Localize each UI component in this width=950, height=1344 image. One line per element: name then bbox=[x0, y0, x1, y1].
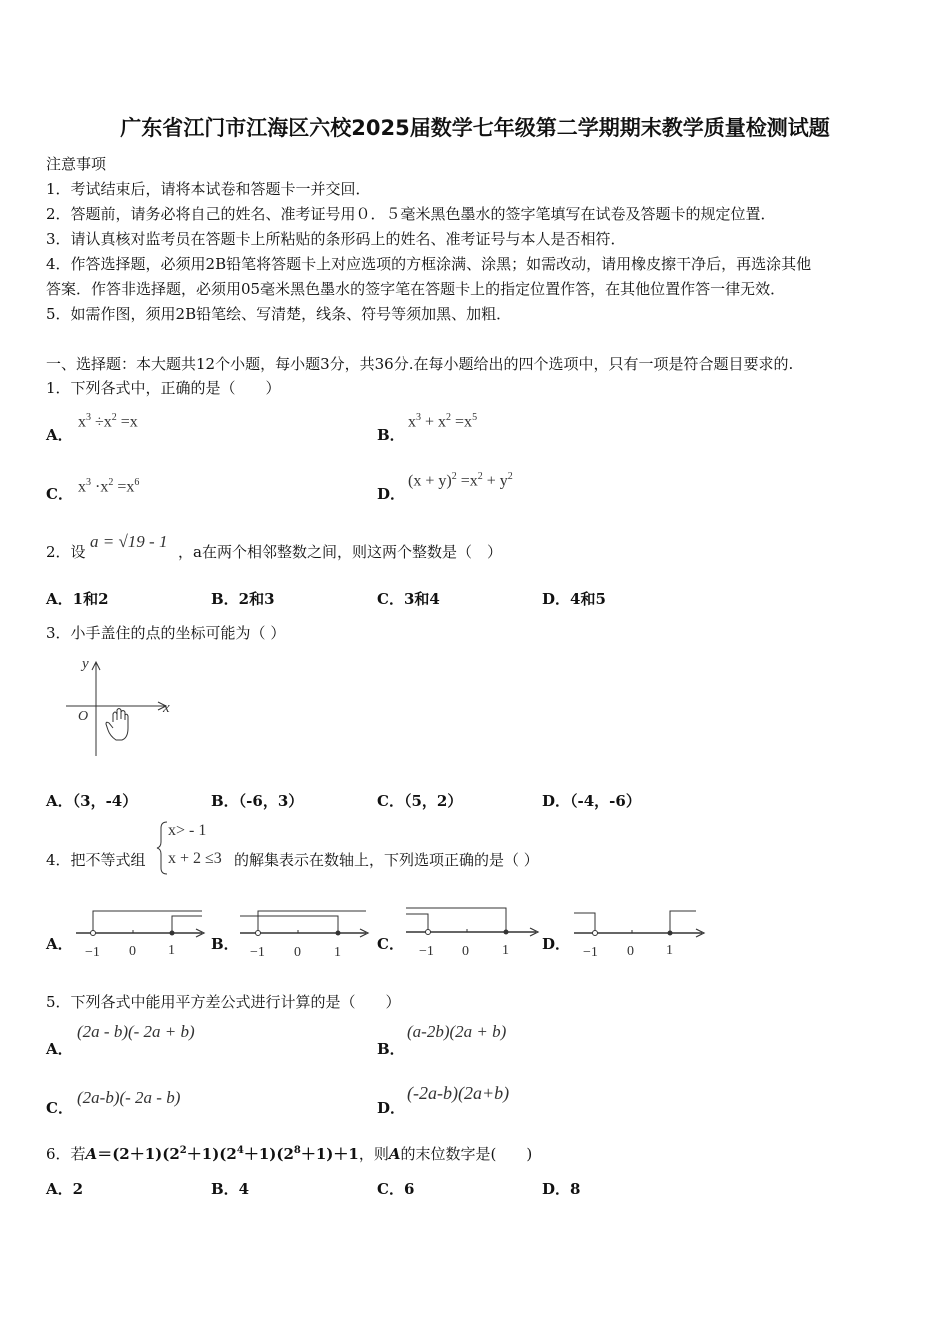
tick-label: 0 bbox=[462, 944, 469, 959]
inequality-1: x> - 1 bbox=[168, 822, 207, 839]
question-3-stem: 3．小手盖住的点的坐标可能为（ ） bbox=[46, 624, 286, 642]
option-b: B．4 bbox=[211, 1180, 250, 1198]
option-a: A．2 bbox=[46, 1180, 84, 1198]
inequality-2: x + 2 ≤3 bbox=[168, 850, 222, 867]
question-6-stem: 6．若$A=(2+1)(2^2+1)(2^4+1)(2^8+1)+1$，则A的末位数字是( ) bbox=[46, 1145, 533, 1163]
option-c-label: C． bbox=[46, 485, 73, 503]
system-brace bbox=[155, 820, 169, 876]
tick-label: −1 bbox=[250, 945, 265, 960]
tick-label: 1 bbox=[168, 943, 175, 958]
q5-option-d-math: (-2a-b)(2a+b) bbox=[407, 1083, 510, 1103]
option-c-label: C． bbox=[377, 935, 404, 953]
hand-icon bbox=[106, 709, 128, 741]
origin-label: O bbox=[78, 709, 89, 724]
notice-item: 1．考试结束后，请将本试卷和答题卡一并交回． bbox=[46, 180, 371, 198]
option-a: A．1和2 bbox=[46, 590, 109, 608]
x-axis-label: x bbox=[163, 700, 170, 716]
option-b-label: B． bbox=[377, 1040, 405, 1058]
tick-label: −1 bbox=[419, 944, 434, 959]
option-a: A．（3，-4） bbox=[46, 792, 138, 810]
question-1-stem: 1．下列各式中，正确的是（ ） bbox=[46, 379, 281, 397]
option-d-label: D． bbox=[542, 935, 571, 953]
option-d-label: D． bbox=[377, 1099, 406, 1117]
question-4-stem: 的解集表示在数轴上，下列选项正确的是（ ） bbox=[234, 851, 539, 869]
q1-option-c-math: $x^3 \cdot x^2 =x^6$ bbox=[78, 477, 140, 496]
page-title: 广东省江门市江海区六校2025届数学七年级第二学期期末教学质量检测试题 bbox=[120, 116, 830, 140]
option-d: D．（-4，-6） bbox=[542, 792, 641, 810]
tick-label: 1 bbox=[334, 945, 341, 960]
question-6-number: 6．若 bbox=[46, 1145, 86, 1163]
notice-item: 5．如需作图，须用2B铅笔绘、写清楚，线条、符号等须加黑、加粗． bbox=[46, 305, 512, 323]
option-c: C．3和4 bbox=[377, 590, 440, 608]
q2-expression: a = √19 - 1 bbox=[90, 532, 168, 551]
number-line-a bbox=[72, 903, 208, 961]
y-axis-label: y bbox=[82, 656, 89, 672]
question-2-number: 2．设 bbox=[46, 543, 86, 561]
option-b: B．2和3 bbox=[211, 590, 275, 608]
option-c: C．（5，2） bbox=[377, 792, 463, 810]
question-5-stem: 5．下列各式中能用平方差公式进行计算的是（ ） bbox=[46, 993, 401, 1011]
q1-option-b-math: $x^3 + x^2 =x^5$ bbox=[408, 412, 478, 431]
option-d: D．4和5 bbox=[542, 590, 606, 608]
coordinate-plane-figure bbox=[58, 652, 188, 760]
q5-option-b-math: (a-2b)(2a + b) bbox=[407, 1022, 507, 1041]
question-6-mid: ，则 bbox=[358, 1145, 389, 1163]
tick-label: 1 bbox=[666, 943, 673, 958]
option-d-label: D． bbox=[377, 485, 406, 503]
option-b: B．（-6，3） bbox=[211, 792, 304, 810]
question-6-tail: 的末位数字是( ) bbox=[400, 1145, 533, 1163]
question-2-stem: ，a在两个相邻整数之间，则这两个整数是（ ） bbox=[178, 543, 502, 561]
number-line-d bbox=[570, 903, 710, 961]
tick-label: 0 bbox=[627, 944, 634, 959]
option-a-label: A． bbox=[46, 426, 73, 444]
tick-label: 1 bbox=[502, 943, 509, 958]
q1-option-a-math: $x^3 \div x^2 =x$ bbox=[78, 412, 138, 431]
number-line-b bbox=[236, 903, 372, 961]
number-line-c bbox=[402, 900, 542, 960]
tick-label: 0 bbox=[129, 944, 136, 959]
notice-item: 答案．作答非选择题，必须用05毫米黑色墨水的签字笔在答题卡上的指定位置作答，在其他位置作答一律无效． bbox=[46, 280, 786, 298]
notice-item: 2．答题前，请务必将自己的姓名、准考证号用０．５毫米黑色墨水的签字笔填写在试卷及答题卡的规定位置． bbox=[46, 205, 776, 223]
tick-label: −1 bbox=[583, 945, 598, 960]
q5-option-c-math: (2a-b)(- 2a - b) bbox=[77, 1088, 181, 1107]
question-4-number: 4．把不等式组 bbox=[46, 851, 146, 869]
q5-option-a-math: (2a - b)(- 2a + b) bbox=[77, 1022, 195, 1041]
notice-item: 3．请认真核对监考员在答题卡上所粘贴的条形码上的姓名、准考证号与本人是否相符． bbox=[46, 230, 626, 248]
tick-label: −1 bbox=[85, 945, 100, 960]
option-a-label: A． bbox=[46, 935, 73, 953]
option-b-label: B． bbox=[377, 426, 405, 444]
option-a-label: A． bbox=[46, 1040, 73, 1058]
option-b-label: B． bbox=[211, 935, 239, 953]
section-heading: 一、选择题：本大题共12个小题，每小题3分，共36分.在每小题给出的四个选项中，只有一项是符合题目要求的. bbox=[46, 355, 794, 373]
q1-option-d-math: $(x + y)^2 =x^2 + y^2$ bbox=[408, 471, 513, 490]
option-d: D．8 bbox=[542, 1180, 581, 1198]
notice-heading: 注意事项 bbox=[46, 155, 107, 173]
option-c-label: C． bbox=[46, 1099, 73, 1117]
option-c: C．6 bbox=[377, 1180, 415, 1198]
notice-item: 4．作答选择题，必须用2B铅笔将答题卡上对应选项的方框涂满、涂黑；如需改动，请用橡皮擦干净后，再选涂其他 bbox=[46, 255, 812, 273]
tick-label: 0 bbox=[294, 945, 301, 960]
